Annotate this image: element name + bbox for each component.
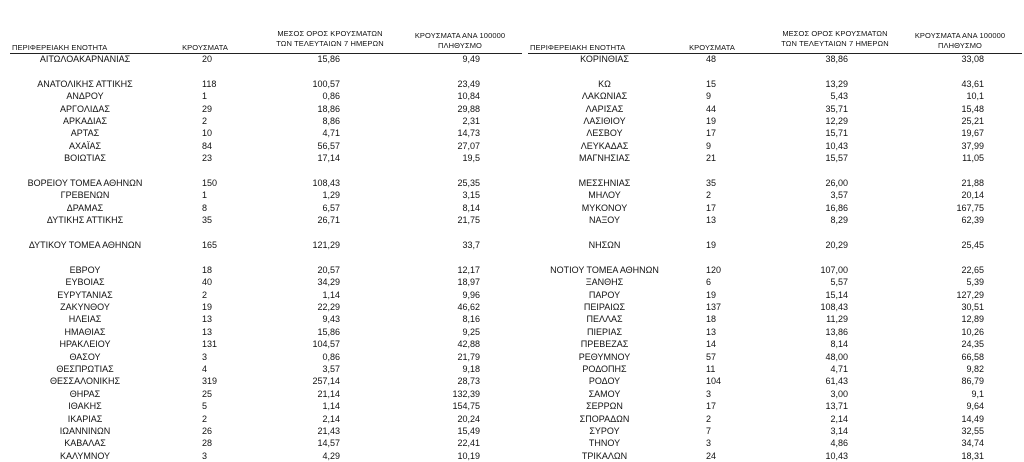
avg-7day-value: 61,43 — [825, 376, 848, 387]
per-100k-value: 20,14 — [961, 190, 984, 201]
cases-value: 17 — [706, 401, 717, 412]
avg-7day-value: 8,29 — [830, 215, 848, 226]
region-name: ΑΡΓΟΛΙΔΑΣ — [60, 103, 110, 114]
header-per100k-right-line1: ΚΡΟΥΣΜΑΤΑ ΑΝΑ 100000 — [914, 31, 1006, 40]
cases-value: 19 — [706, 116, 717, 126]
region-name: ΡΕΘΥΜΝΟΥ — [578, 351, 631, 362]
avg-7day-value: 38,86 — [825, 54, 848, 64]
cases-value: 118 — [202, 78, 217, 89]
region-name: ΣΠΟΡΑΔΩΝ — [579, 413, 630, 424]
cases-value: 19 — [202, 302, 213, 312]
avg-7day-value: 21,14 — [317, 388, 340, 399]
avg-7day-value: 15,57 — [825, 153, 848, 164]
region-name: ΠΡΕΒΕΖΑΣ — [580, 339, 629, 350]
per-100k-value: 32,55 — [961, 426, 984, 436]
region-name: ΜΗΛΟΥ — [588, 190, 621, 201]
avg-7day-value: 1,14 — [322, 401, 340, 412]
region-name: ΡΟΔΟΥ — [588, 376, 621, 387]
avg-7day-value: 3,57 — [830, 190, 848, 201]
avg-7day-value: 48,00 — [825, 351, 848, 362]
cases-value: 137 — [706, 302, 722, 312]
avg-7day-value: 15,14 — [825, 289, 848, 300]
avg-7day-value: 121,29 — [312, 240, 340, 250]
per-100k-value: 21,79 — [457, 351, 480, 362]
cases-value: 2 — [202, 413, 208, 424]
per-100k-value: 24,35 — [961, 339, 984, 350]
per-100k-value: 25,45 — [961, 240, 984, 250]
region-name: ΑΧΑΪΑΣ — [68, 140, 102, 151]
cases-value: 35 — [202, 215, 213, 226]
region-name: ΘΗΡΑΣ — [69, 388, 101, 399]
region-name: ΣΥΡΟΥ — [589, 426, 620, 436]
per-100k-value: 10,84 — [457, 91, 480, 102]
cases-value: 2 — [202, 116, 208, 126]
per-100k-value: 15,49 — [457, 426, 480, 436]
cases-value: 120 — [706, 264, 722, 275]
region-name: ΝΗΣΩΝ — [588, 240, 621, 250]
region-name: ΘΕΣΠΡΩΤΙΑΣ — [56, 364, 114, 374]
per-100k-value: 167,75 — [956, 202, 984, 213]
avg-7day-value: 108,43 — [820, 302, 848, 312]
region-name: ΕΒΡΟΥ — [69, 264, 101, 275]
region-name: ΕΥΒΟΙΑΣ — [65, 277, 105, 288]
cases-value: 20 — [202, 54, 213, 64]
per-100k-value: 14,73 — [457, 128, 480, 139]
avg-7day-value: 15,86 — [317, 54, 340, 64]
per-100k-value: 62,39 — [961, 215, 984, 226]
header-avg-right-line1: ΜΕΣΟΣ ΟΡΟΣ ΚΡΟΥΣΜΑΤΩΝ — [782, 29, 888, 38]
cases-value: 3 — [202, 351, 208, 362]
avg-7day-value: 1,14 — [322, 289, 340, 300]
avg-7day-value: 34,29 — [317, 277, 340, 288]
cases-value: 44 — [706, 103, 717, 114]
per-100k-value: 9,18 — [462, 364, 480, 374]
region-name: ΙΘΑΚΗΣ — [68, 401, 102, 412]
per-100k-value: 14,49 — [961, 413, 984, 424]
region-name: ΛΑΣΙΘΙΟΥ — [583, 116, 626, 126]
region-name: ΒΟΡΕΙΟΥ ΤΟΜΕΑ ΑΘΗΝΩΝ — [27, 178, 143, 188]
per-100k-value: 30,51 — [961, 302, 984, 312]
per-100k-value: 10,1 — [966, 91, 984, 102]
avg-7day-value: 20,29 — [825, 240, 848, 250]
cases-value: 15 — [706, 78, 717, 89]
avg-7day-value: 0,86 — [322, 351, 340, 362]
per-100k-value: 9,1 — [971, 388, 984, 399]
region-name: ΝΑΞΟΥ — [588, 215, 621, 226]
per-100k-value: 25,35 — [457, 178, 480, 188]
region-name: ΔΡΑΜΑΣ — [66, 202, 104, 213]
region-name: ΚΑΒΑΛΑΣ — [64, 438, 106, 449]
cases-value: 10 — [202, 128, 213, 139]
region-name: ΕΥΡΥΤΑΝΙΑΣ — [57, 289, 113, 300]
per-100k-value: 29,88 — [457, 103, 480, 114]
per-100k-value: 23,49 — [457, 78, 480, 89]
per-100k-value: 25,21 — [961, 116, 984, 126]
avg-7day-value: 12,29 — [825, 116, 848, 126]
region-name: ΛΕΣΒΟΥ — [586, 128, 623, 139]
per-100k-value: 10,26 — [961, 326, 984, 337]
per-100k-value: 154,75 — [452, 401, 480, 412]
per-100k-value: 33,7 — [462, 240, 480, 250]
cases-value: 3 — [706, 438, 712, 449]
header-cases-left: ΚΡΟΥΣΜΑΤΑ — [182, 43, 228, 52]
cases-value: 18 — [706, 314, 717, 325]
header-region-right: ΠΕΡΙΦΕΡΕΙΑΚΗ ΕΝΟΤΗΤΑ — [530, 43, 626, 52]
region-name: ΛΕΥΚΑΔΑΣ — [580, 140, 629, 151]
region-name: ΤΗΝΟΥ — [588, 438, 621, 449]
cases-value: 13 — [706, 326, 717, 337]
header-avg-left-line1: ΜΕΣΟΣ ΟΡΟΣ ΚΡΟΥΣΜΑΤΩΝ — [277, 29, 383, 38]
per-100k-value: 5,39 — [966, 277, 984, 288]
avg-7day-value: 56,57 — [317, 140, 340, 151]
avg-7day-value: 18,86 — [317, 103, 340, 114]
avg-7day-value: 257,14 — [312, 376, 340, 387]
cases-value: 165 — [202, 240, 218, 250]
cases-value: 13 — [202, 314, 213, 325]
avg-7day-value: 3,57 — [322, 364, 340, 374]
avg-7day-value: 13,29 — [825, 78, 848, 89]
cases-value: 84 — [202, 140, 213, 151]
avg-7day-value: 13,71 — [825, 401, 848, 412]
cases-value: 1 — [202, 91, 208, 102]
per-100k-value: 15,48 — [961, 103, 984, 114]
per-100k-value: 11,05 — [962, 153, 984, 164]
per-100k-value: 21,75 — [457, 215, 480, 226]
per-100k-value: 18,97 — [457, 277, 480, 288]
avg-7day-value: 10,43 — [825, 140, 848, 151]
region-name: ΑΝΑΤΟΛΙΚΗΣ ΑΤΤΙΚΗΣ — [37, 78, 133, 89]
cases-value: 19 — [706, 240, 717, 250]
header-per100k-right-line2: ΠΛΗΘΥΣΜΟ — [938, 41, 982, 50]
cases-value: 9 — [706, 140, 712, 151]
per-100k-value: 22,41 — [457, 438, 480, 449]
header-per100k-left-line2: ΠΛΗΘΥΣΜΟ — [438, 41, 482, 50]
avg-7day-value: 26,71 — [317, 215, 340, 226]
per-100k-value: 27,07 — [457, 140, 480, 151]
header-per100k-left-line1: ΚΡΟΥΣΜΑΤΑ ΑΝΑ 100000 — [414, 31, 506, 40]
per-100k-value: 9,82 — [966, 364, 984, 374]
per-100k-value: 9,49 — [462, 54, 480, 64]
per-100k-value: 28,73 — [457, 376, 480, 387]
avg-7day-value: 2,14 — [322, 413, 340, 424]
region-name: ΜΑΓΝΗΣΙΑΣ — [578, 153, 631, 164]
region-name: ΙΚΑΡΙΑΣ — [67, 413, 103, 424]
cases-value: 19 — [706, 289, 717, 300]
avg-7day-value: 8,14 — [830, 339, 848, 350]
region-name: ΠΙΕΡΙΑΣ — [586, 326, 623, 337]
cases-value: 29 — [202, 103, 213, 114]
avg-7day-value: 5,57 — [830, 277, 848, 288]
header-region-left: ΠΕΡΙΦΕΡΕΙΑΚΗ ΕΝΟΤΗΤΑ — [12, 43, 108, 52]
avg-7day-value: 100,57 — [312, 78, 340, 89]
cases-value: 17 — [706, 128, 717, 139]
cases-value: 131 — [202, 339, 218, 350]
avg-7day-value: 8,86 — [322, 116, 340, 126]
region-name: ΑΡΤΑΣ — [70, 128, 100, 139]
region-name: ΞΑΝΘΗΣ — [585, 277, 624, 288]
region-name: ΗΜΑΘΙΑΣ — [64, 326, 106, 337]
cases-value: 2 — [706, 413, 712, 424]
region-name: ΜΕΣΣΗΝΙΑΣ — [578, 178, 631, 188]
avg-7day-value: 104,57 — [312, 339, 340, 350]
cases-value: 6 — [706, 277, 712, 288]
avg-7day-value: 108,43 — [312, 178, 340, 188]
cases-value: 18 — [202, 264, 213, 275]
avg-7day-value: 3,00 — [830, 388, 848, 399]
avg-7day-value: 10,43 — [825, 450, 848, 461]
header-avg-left-line2: ΤΩΝ ΤΕΛΕΥΤΑΙΩΝ 7 ΗΜΕΡΩΝ — [276, 39, 384, 48]
avg-7day-value: 35,71 — [825, 103, 848, 114]
avg-7day-value: 21,43 — [317, 426, 340, 436]
per-100k-value: 43,61 — [961, 78, 984, 89]
cases-value: 8 — [202, 202, 208, 213]
cases-value: 13 — [202, 326, 213, 337]
per-100k-value: 2,31 — [462, 116, 480, 126]
cases-value: 24 — [706, 450, 717, 461]
avg-7day-value: 6,57 — [322, 202, 340, 213]
cases-value: 17 — [706, 202, 717, 213]
per-100k-value: 8,16 — [462, 314, 480, 325]
avg-7day-value: 4,71 — [830, 364, 848, 374]
region-name: ΘΕΣΣΑΛΟΝΙΚΗΣ — [49, 376, 121, 387]
cases-value: 3 — [706, 388, 712, 399]
per-100k-value: 46,62 — [457, 302, 480, 312]
avg-7day-value: 1,29 — [322, 190, 340, 201]
region-name: ΖΑΚΥΝΘΟΥ — [60, 302, 110, 312]
region-name: ΘΑΣΟΥ — [69, 351, 101, 362]
per-100k-value: 12,89 — [961, 314, 984, 325]
cases-value: 23 — [202, 153, 213, 164]
region-name: ΣΕΡΡΩΝ — [586, 401, 623, 412]
region-name: ΛΑΡΙΣΑΣ — [585, 103, 624, 114]
avg-7day-value: 14,57 — [317, 438, 340, 449]
cases-value: 7 — [706, 426, 712, 436]
cases-value: 57 — [706, 351, 717, 362]
per-100k-value: 9,96 — [462, 289, 480, 300]
per-100k-value: 10,19 — [457, 450, 480, 461]
per-100k-value: 3,15 — [462, 190, 480, 201]
region-name: ΓΡΕΒΕΝΩΝ — [60, 190, 110, 201]
cases-value: 150 — [202, 178, 218, 188]
cases-value: 14 — [706, 339, 717, 350]
region-name: ΔΥΤΙΚΗΣ ΑΤΤΙΚΗΣ — [46, 215, 124, 226]
avg-7day-value: 3,14 — [830, 426, 848, 436]
avg-7day-value: 26,00 — [825, 178, 848, 188]
region-name: ΗΡΑΚΛΕΙΟΥ — [59, 339, 111, 350]
avg-7day-value: 11,29 — [826, 314, 848, 325]
header-avg-right-line2: ΤΩΝ ΤΕΛΕΥΤΑΙΩΝ 7 ΗΜΕΡΩΝ — [781, 39, 889, 48]
region-name: ΠΑΡΟΥ — [588, 289, 621, 300]
region-name: ΙΩΑΝΝΙΝΩΝ — [59, 426, 111, 436]
avg-7day-value: 13,86 — [825, 326, 848, 337]
region-name: ΑΝΔΡΟΥ — [66, 91, 104, 102]
cases-value: 48 — [706, 54, 717, 64]
avg-7day-value: 22,29 — [317, 302, 340, 312]
cases-value: 104 — [706, 376, 722, 387]
per-100k-value: 9,25 — [462, 326, 480, 337]
cases-value: 4 — [202, 364, 208, 374]
per-100k-value: 33,08 — [961, 54, 984, 64]
cases-value: 5 — [202, 401, 208, 412]
avg-7day-value: 4,29 — [322, 450, 340, 461]
cases-value: 3 — [202, 450, 208, 461]
region-name: ΝΟΤΙΟΥ ΤΟΜΕΑ ΑΘΗΝΩΝ — [550, 264, 659, 275]
region-name: ΒΟΙΩΤΙΑΣ — [64, 153, 106, 164]
region-name: ΑΡΚΑΔΙΑΣ — [62, 116, 108, 126]
cases-value: 2 — [706, 190, 712, 201]
per-100k-value: 127,29 — [956, 289, 984, 300]
cases-value: 1 — [202, 190, 208, 201]
avg-7day-value: 20,57 — [317, 264, 340, 275]
per-100k-value: 21,88 — [961, 178, 984, 188]
region-name: ΚΟΡΙΝΘΙΑΣ — [580, 54, 629, 64]
per-100k-value: 34,74 — [961, 438, 984, 449]
per-100k-value: 132,39 — [452, 388, 480, 399]
region-name: ΠΕΛΛΑΣ — [586, 314, 623, 325]
cases-value: 26 — [202, 426, 213, 436]
per-100k-value: 20,24 — [457, 413, 480, 424]
per-100k-value: 8,14 — [462, 202, 480, 213]
per-100k-value: 66,58 — [961, 351, 984, 362]
region-name: ΛΑΚΩΝΙΑΣ — [581, 91, 628, 102]
per-100k-value: 37,99 — [961, 140, 984, 151]
per-100k-value: 42,88 — [457, 339, 480, 350]
region-name: ΣΑΜΟΥ — [588, 388, 621, 399]
avg-7day-value: 0,86 — [322, 91, 340, 102]
avg-7day-value: 15,86 — [317, 326, 340, 337]
region-name: ΜΥΚΟΝΟΥ — [581, 202, 628, 213]
region-name: ΚΑΛΥΜΝΟΥ — [59, 450, 111, 461]
avg-7day-value: 15,71 — [825, 128, 848, 139]
avg-7day-value: 16,86 — [825, 202, 848, 213]
cases-value: 13 — [706, 215, 717, 226]
avg-7day-value: 4,71 — [322, 128, 340, 139]
avg-7day-value: 5,43 — [830, 91, 848, 102]
cases-value: 21 — [706, 153, 717, 164]
region-name: ΑΙΤΩΛΟΑΚΑΡΝΑΝΙΑΣ — [39, 54, 131, 64]
avg-7day-value: 2,14 — [830, 413, 848, 424]
per-100k-value: 19,67 — [961, 128, 984, 139]
per-100k-value: 19,5 — [462, 153, 480, 164]
per-100k-value: 22,65 — [961, 264, 984, 275]
cases-value: 35 — [706, 178, 717, 188]
header-cases-right: ΚΡΟΥΣΜΑΤΑ — [689, 43, 735, 52]
cases-value: 319 — [202, 376, 218, 387]
cases-value: 28 — [202, 438, 213, 449]
cases-value: 11 — [706, 364, 716, 374]
region-name: ΠΕΙΡΑΙΩΣ — [583, 302, 626, 312]
avg-7day-value: 9,43 — [322, 314, 340, 325]
avg-7day-value: 4,86 — [830, 438, 848, 449]
avg-7day-value: 107,00 — [820, 264, 848, 275]
region-name: ΤΡΙΚΑΛΩΝ — [581, 450, 628, 461]
cases-value: 9 — [706, 91, 712, 102]
avg-7day-value: 17,14 — [317, 153, 340, 164]
cases-value: 25 — [202, 388, 213, 399]
per-100k-value: 86,79 — [961, 376, 984, 387]
per-100k-value: 9,64 — [966, 401, 984, 412]
region-name: ΡΟΔΟΠΗΣ — [582, 364, 627, 374]
cases-value: 40 — [202, 277, 213, 288]
per-100k-value: 18,31 — [961, 450, 984, 461]
per-100k-value: 12,17 — [457, 264, 480, 275]
region-name: ΗΛΕΙΑΣ — [68, 314, 102, 325]
cases-value: 2 — [202, 289, 208, 300]
region-name: ΚΩ — [598, 78, 611, 89]
region-name: ΔΥΤΙΚΟΥ ΤΟΜΕΑ ΑΘΗΝΩΝ — [28, 240, 142, 250]
